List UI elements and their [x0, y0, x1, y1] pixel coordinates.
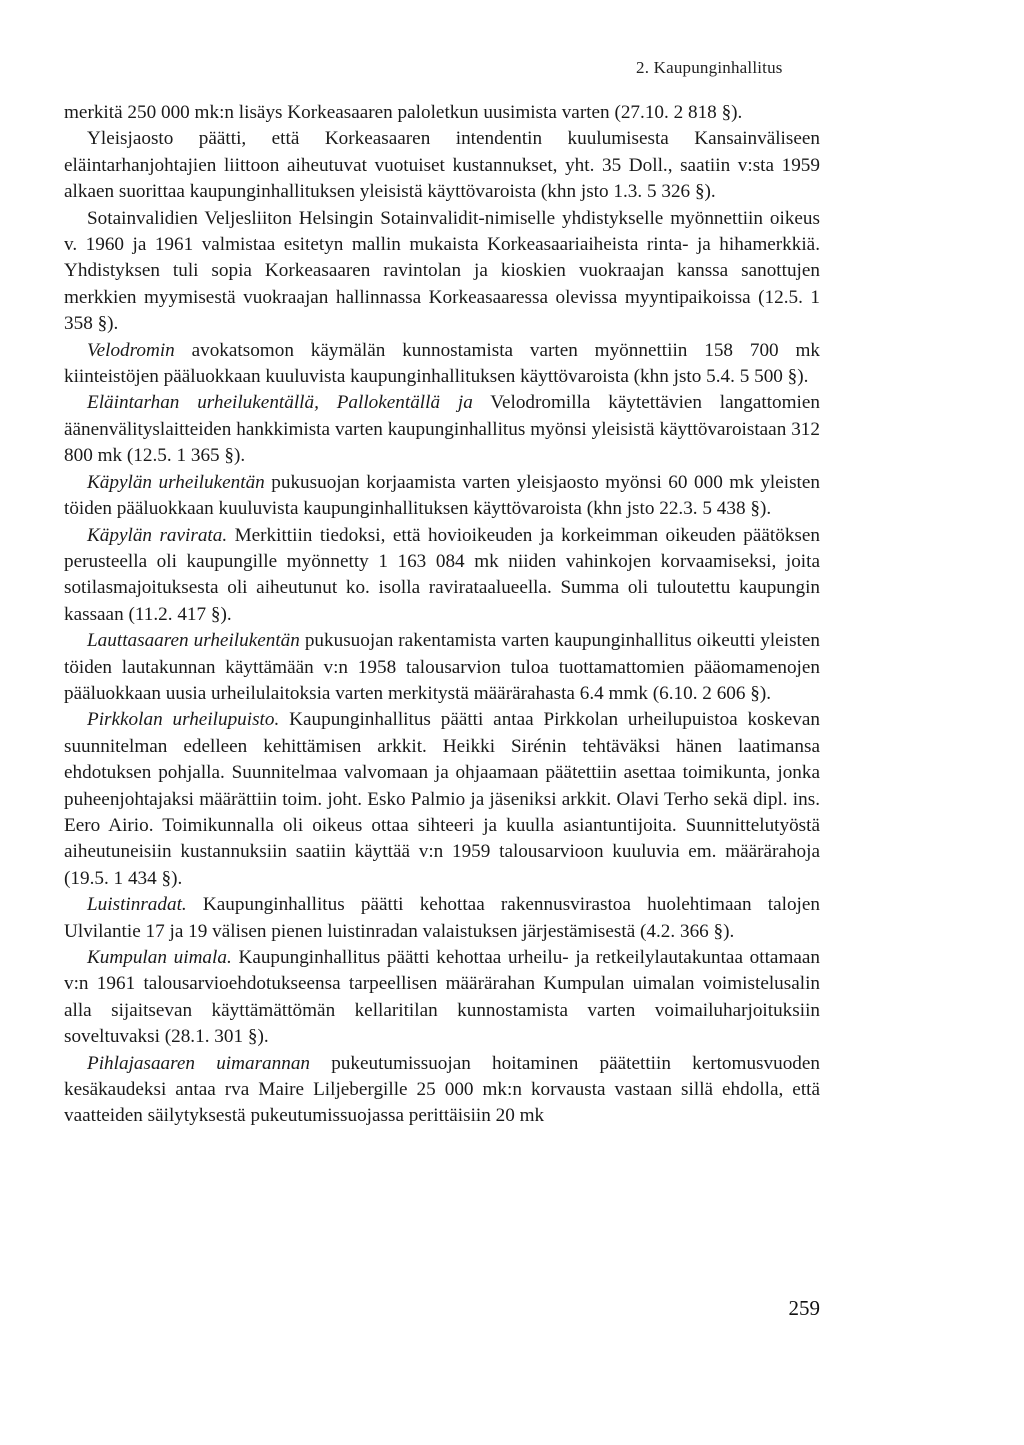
paragraph — [64, 628, 820, 707]
paragraph-lead: Lauttasaaren urheilukentän — [87, 630, 300, 652]
paragraph — [64, 523, 820, 629]
paragraph-lead: Käpylän urheilukentän — [87, 471, 265, 493]
paragraph-text: Kaupunginhallitus päätti kehottaa rakennusvirastoa huolehtimaan talojen Ulvilantie 17 ja 19 välisen pienen luistinradan valaistuksen järjestämisestä (4.2. 366 §). — [64, 894, 820, 942]
paragraph-text: Velodromilla käytettävien langattomien äänenvälityslaitteiden hankkimista varten kaupunginhallitus myönsi yleisistä käyttövaroistaan 312 800 mk (12.5. 1 365 §). — [64, 392, 820, 467]
paragraph — [64, 390, 820, 469]
page-number: 259 — [788, 1296, 820, 1320]
paragraph — [64, 707, 820, 892]
paragraph-lead: Kumpulan uimala. — [87, 947, 232, 968]
paragraph-lead: Velodromin — [87, 339, 175, 361]
paragraph-text: pukeutumissuojan hoitaminen päätettiin kertomusvuoden kesäkaudeksi antaa rva Maire Liljebergille 25 000 mk:n korvausta vastaan sillä ehdolla, että vaatteiden säilytyksestä pukeutumissuojassa perittäisiin 20 mk — [64, 1052, 820, 1127]
paragraph-text: pukusuojan korjaamista varten yleisjaosto myönsi 60 000 mk yleisten töiden pääluokkaan kuuluvista kaupunginhallituksen käyttövaroista (khn jsto 22.3. 5 438 §). — [64, 471, 820, 520]
paragraph — [64, 470, 820, 523]
paragraph-text: Sotainvalidien Veljesliiton Helsingin Sotainvalidit-nimiselle yhdistykselle myönnettiin oikeus v. 1960 ja 1961 valmistaa esitetyn mallin mukaista Korkeasaariaiheista rinta- ja hihamerkkiä. Yhdistyksen tuli sopia Korkeasaaren ravintolan ja kioskien vuokraajan kanssa sanottujen merkkien myymisestä vuokraajan hallinnassa Korkeasaaressa olevissa myyntipaikoissa (12.5. 1 358 §). — [64, 207, 820, 335]
paragraph — [64, 126, 820, 205]
paragraph-lead: Pihlajasaaren uimarannan — [87, 1052, 311, 1074]
paragraph — [64, 206, 820, 338]
paragraph-lead: Luistinradat. — [87, 894, 187, 916]
paragraph — [64, 1051, 820, 1130]
paragraph-text: Yleisjaosto päätti, että Korkeasaaren intendentin kuulumisesta Kansainväliseen eläintarhanjohtajien liittoon aiheutuvat vuotuiset kustannukset, yht. 35 Doll., saatiin v:sta 1959 alkaen suorittaa kaupunginhallituksen yleisistä käyttövaroista (khn jsto 1.3. 5 326 §). — [64, 128, 820, 203]
paragraph-text: Merkittiin tiedoksi, että hovioikeuden ja korkeimman oikeuden päätöksen perusteella oli kaupungille myönnetty 1 163 084 mk niiden vahinkojen korvaamiseksi, joita sotilasmajoituksesta oli aiheutunut ko. isolla ravirataalueella. Summa oli tuloutettu kaupungin kassaan (11.2. 417 §). — [64, 524, 820, 625]
paragraph-text: Kaupunginhallitus päätti kehottaa urheilu- ja retkeilylautakuntaa ottamaan v:n 1961 talousarvioehdotukseensa tarpeellisen määrärahan Kumpulan uimalan voimistelusalin alla sijaitsevan käyttämättömän kellaritilan kunnostamista varten voimailuharjoituksiin soveltuvaksi (28.1. 301 §). — [64, 947, 820, 1048]
paragraph-text: pukusuojan rakentamista varten kaupunginhallitus oikeutti yleisten töiden lautakunnan käyttämään v:n 1958 talousarvion tuloa tuottamattomien pääomamenojen pääluokkaan uusia urheilulaitoksia varten merkitystä määrärahasta 6.4 mmk (6.10. 2 606 §). — [64, 630, 820, 704]
paragraph-text: merkitä 250 000 mk:n lisäys Korkeasaaren paloletkun uusimista varten (27.10. 2 818 §). — [64, 102, 743, 123]
paragraph-lead: Käpylän ravirata. — [87, 524, 228, 546]
paragraph-text: avokatsomon käymälän kunnostamista varten myönnettiin 158 700 mk kiinteistöjen pääluokkaan kuuluvista kaupunginhallituksen käyttövaroista (khn jsto 5.4. 5 500 §). — [64, 339, 820, 388]
paragraph — [64, 892, 820, 945]
running-header: 2. Kaupunginhallitus — [636, 58, 783, 77]
paragraph-text: Kaupunginhallitus päätti antaa Pirkkolan urheilupuistoa koskevan suunnitelman edelleen kehittämisen arkkit. Heikki Sirénin tehtäväksi hänen laatimansa ehdotuksen pohjalla. Suunnitelmaa valvomaan ja ohjaamaan päätettiin asettaa toimikunta, jonka puheenjohtajaksi määrättiin toim. joht. Esko Palmio ja jäseniksi arkkit. Olavi Terho sekä dipl. ins. Eero Airio. Toimikunnalla oli oikeus ottaa sihteeri ja kuulla asiantuntijoita. Suunnittelutyöstä aiheutuneisiin kustannuksiin saatiin käyttää v:n 1959 talousarvioon kuuluvia em. määrärahoja (19.5. 1 434 §). — [64, 709, 821, 889]
body-text — [64, 100, 820, 1130]
paragraph — [64, 945, 820, 1051]
paragraph — [64, 100, 820, 126]
paragraph — [64, 338, 820, 391]
paragraph-lead: Eläintarhan urheilukentällä, Pallokentällä ja — [87, 392, 473, 414]
paragraph-lead: Pirkkolan urheilupuisto. — [87, 709, 280, 731]
